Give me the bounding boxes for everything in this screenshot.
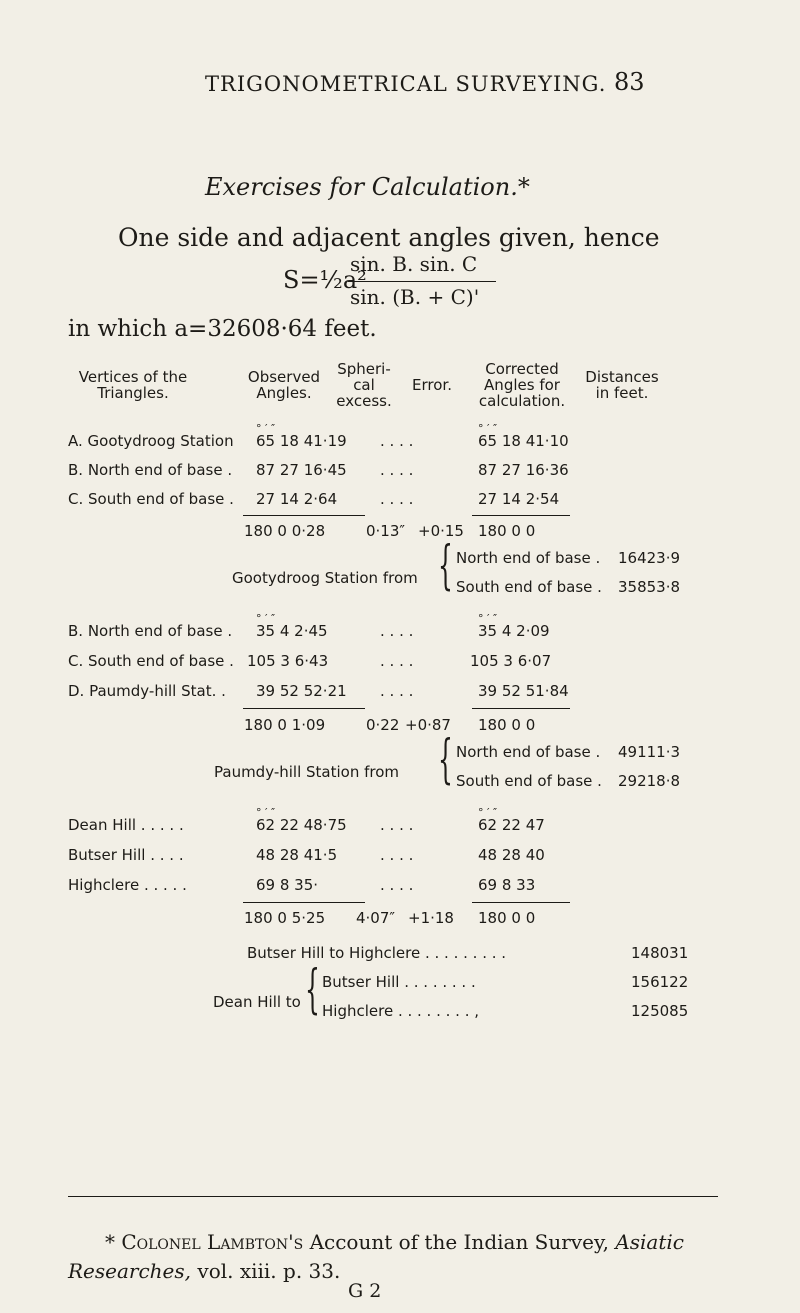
station-from: Dean Hill to — [213, 993, 301, 1011]
angle-marks: ° ′ ″ — [478, 422, 498, 435]
row-label: A. Gootydroog Station — [68, 432, 234, 450]
brace: { — [438, 536, 453, 596]
dot-leader: . . . . — [380, 622, 414, 640]
corrected-angle: 39 52 51·84 — [478, 682, 569, 700]
error-total: +0·87 — [405, 716, 451, 734]
error-total: +1·18 — [408, 909, 454, 927]
header-observed: Observed Angles. — [247, 368, 321, 402]
dot-leader: . . . . — [380, 432, 414, 450]
distance: 29218·8 — [618, 772, 681, 790]
excess-total: 0·13″ — [366, 522, 406, 540]
row-label: Highclere . . . . . — [68, 876, 187, 894]
corrected-total: 180 0 0 — [478, 522, 536, 540]
page-number: 83 — [614, 68, 645, 96]
brace: { — [305, 960, 320, 1020]
row-label: C. South end of base . — [68, 490, 234, 508]
observed-total: 180 0 1·09 — [244, 716, 326, 734]
brace: { — [438, 730, 453, 790]
corrected-angle: 69 8 33 — [478, 876, 536, 894]
observed-angle: 62 22 48·75 — [256, 816, 347, 834]
angle-marks: ° ′ ″ — [478, 806, 498, 819]
excess-total: 0·22 — [366, 716, 400, 734]
row-label: B. North end of base . — [68, 622, 233, 640]
corrected-angle: 62 22 47 — [478, 816, 545, 834]
corrected-angle: 48 28 40 — [478, 846, 545, 864]
distance: 35853·8 — [618, 578, 681, 596]
angle-marks: ° ′ ″ — [256, 422, 276, 435]
row-label: B. North end of base . — [68, 461, 233, 479]
header-distances: Distances in feet. — [585, 368, 659, 402]
row-label: Dean Hill . . . . . — [68, 816, 184, 834]
dot-leader: . . . . — [380, 682, 414, 700]
observed-angle: 35 4 2·45 — [256, 622, 328, 640]
header-error: Error. — [412, 376, 452, 394]
given-value: in which a=32608·64 feet. — [68, 316, 377, 342]
observed-total: 180 0 5·25 — [244, 909, 326, 927]
sum-rule — [243, 515, 365, 516]
footnote-rule — [68, 1196, 718, 1197]
observed-angle: 39 52 52·21 — [256, 682, 347, 700]
running-head: TRIGONOMETRICAL SURVEYING. — [205, 72, 607, 96]
intro-text: One side and adjacent angles given, hence — [118, 223, 660, 252]
header-corrected: Corrected Angles for calculation. — [478, 360, 566, 410]
end-label: Highclere . . . . . . . . , — [322, 1002, 480, 1020]
end-label: North end of base . — [456, 743, 601, 761]
fraction-bar — [348, 281, 496, 282]
distance: 16423·9 — [618, 549, 681, 567]
footnote-cont: Researches, vol. xiii. p. 33. — [68, 1259, 341, 1283]
line-label: Butser Hill to Highclere . . . . . . . . . — [247, 944, 507, 962]
station-from: Paumdy-hill Station from — [214, 763, 400, 781]
sum-rule — [243, 902, 365, 903]
observed-angle: 69 8 35· — [256, 876, 319, 894]
angle-marks: ° ′ ″ — [256, 806, 276, 819]
distance: 156122 — [631, 973, 689, 991]
dot-leader: . . . . — [380, 816, 414, 834]
sum-rule — [243, 708, 365, 709]
end-label: North end of base . — [456, 549, 601, 567]
distance: 49111·3 — [618, 743, 681, 761]
end-label: South end of base . — [456, 578, 602, 596]
corrected-angle: 105 3 6·07 — [470, 652, 552, 670]
end-label: Butser Hill . . . . . . . . — [322, 973, 476, 991]
row-label: C. South end of base . — [68, 652, 234, 670]
dot-leader: . . . . — [380, 652, 414, 670]
corrected-angle: 65 18 41·10 — [478, 432, 569, 450]
corrected-angle: 27 14 2·54 — [478, 490, 560, 508]
formula-numerator: sin. B. sin. C — [350, 252, 478, 276]
row-label: D. Paumdy-hill Stat. . — [68, 682, 226, 700]
formula-denominator: sin. (B. + C)' — [350, 285, 480, 309]
observed-total: 180 0 0·28 — [244, 522, 326, 540]
footnote: * Colonel Lambton's Account of the Indian Survey, Asiatic — [105, 1230, 684, 1254]
header-spherical-excess: Spheri- cal excess. — [336, 360, 392, 410]
angle-marks: ° ′ ″ — [256, 612, 276, 625]
corrected-total: 180 0 0 — [478, 909, 536, 927]
distance: 125085 — [631, 1002, 689, 1020]
dot-leader: . . . . — [380, 846, 414, 864]
section-title: Exercises for Calculation.* — [205, 173, 530, 201]
corrected-total: 180 0 0 — [478, 716, 536, 734]
observed-angle: 65 18 41·19 — [256, 432, 347, 450]
sum-rule — [472, 708, 570, 709]
angle-marks: ° ′ ″ — [478, 612, 498, 625]
dot-leader: . . . . — [380, 461, 414, 479]
distance: 148031 — [631, 944, 689, 962]
corrected-angle: 35 4 2·09 — [478, 622, 550, 640]
sum-rule — [472, 515, 570, 516]
observed-angle: 48 28 41·5 — [256, 846, 338, 864]
header-vertices: Vertices of the Triangles. — [78, 368, 188, 402]
error-total: +0·15 — [418, 522, 464, 540]
station-from: Gootydroog Station from — [232, 569, 418, 587]
dot-leader: . . . . — [380, 876, 414, 894]
formula-lhs: S=½a² — [283, 266, 367, 294]
sum-rule — [472, 902, 570, 903]
excess-total: 4·07″ — [356, 909, 396, 927]
row-label: Butser Hill . . . . — [68, 846, 184, 864]
observed-angle: 105 3 6·43 — [247, 652, 329, 670]
corrected-angle: 87 27 16·36 — [478, 461, 569, 479]
dot-leader: . . . . — [380, 490, 414, 508]
observed-angle: 87 27 16·45 — [256, 461, 347, 479]
observed-angle: 27 14 2·64 — [256, 490, 338, 508]
end-label: South end of base . — [456, 772, 602, 790]
signature-mark: G 2 — [348, 1280, 382, 1302]
